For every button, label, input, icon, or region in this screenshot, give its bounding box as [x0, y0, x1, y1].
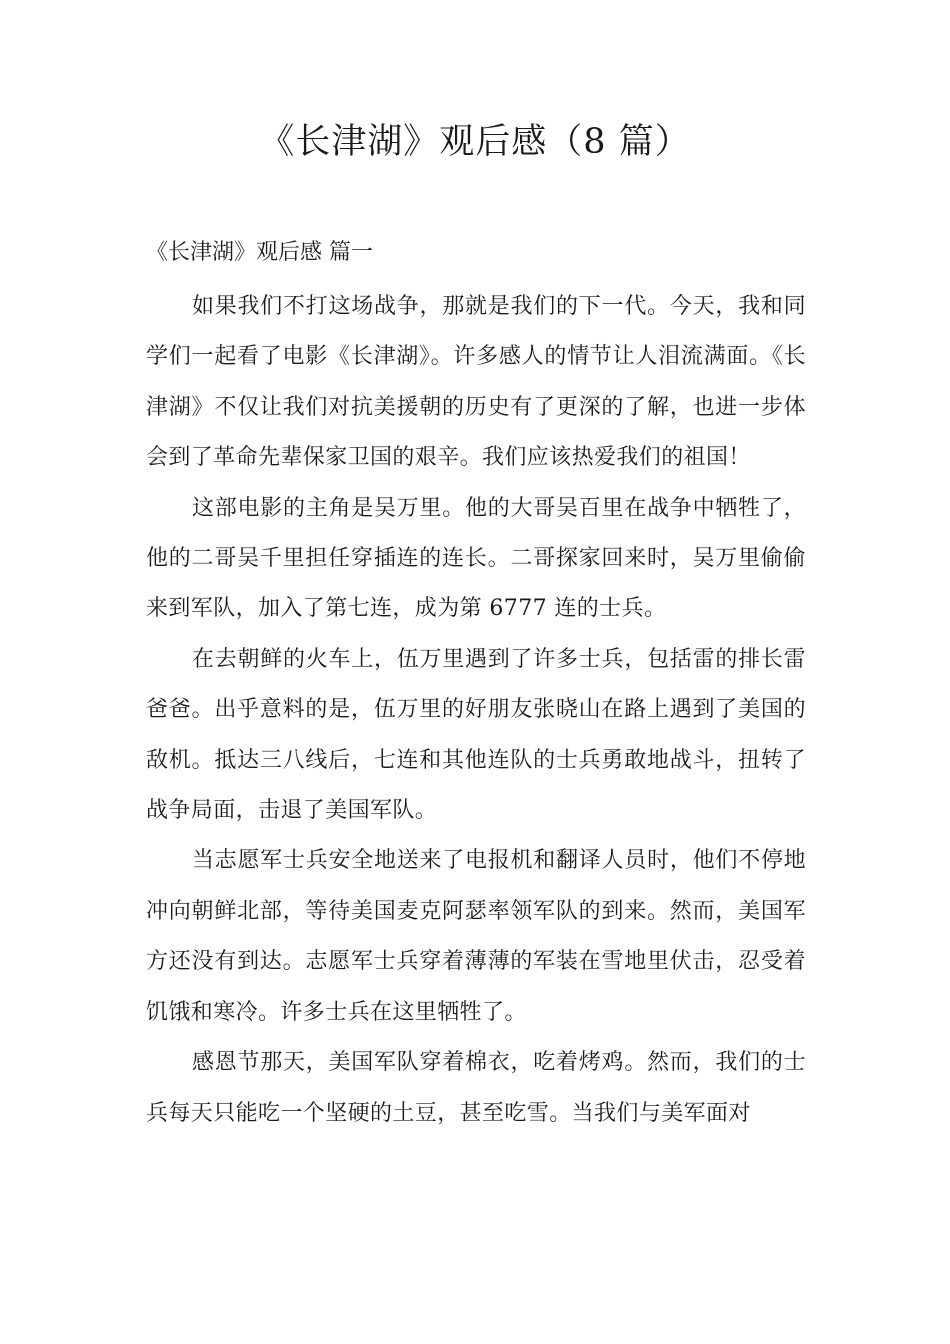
- paragraph: 当志愿军士兵安全地送来了电报机和翻译人员时，他们不停地冲向朝鲜北部，等待美国麦克阿瑟率领军队的到来。然而，美国军方还没有到达。志愿军士兵穿着薄薄的军装在雪地里伏击，忍受着饥饿和寒冷。许多士兵在这里牺牲了。: [146, 848, 806, 1025]
- paragraph: 感恩节那天，美国军队穿着棉衣，吃着烤鸡。然而，我们的士兵每天只能吃一个坚硬的土豆，甚至吃雪。当我们与美军面对: [146, 1050, 806, 1126]
- paragraph: 这部电影的主角是吴万里。他的大哥吴百里在战争中牺牲了，他的二哥吴千里担任穿插连的连长。二哥探家回来时，吴万里偷偷来到军队，加入了第七连，成为第 6777 连的士兵。: [146, 495, 806, 622]
- paragraph: 如果我们不打这场战争，那就是我们的下一代。今天，我和同学们一起看了电影《长津湖》。许多感人的情节让人泪流满面。《长津湖》不仅让我们对抗美援朝的历史有了更深的了解，也进一步体会到了革命先辈保家卫国的艰辛。我们应该热爱我们的祖国！: [146, 294, 806, 471]
- paragraph: 在去朝鲜的火车上，伍万里遇到了许多士兵，包括雷的排长雷爸爸。出乎意料的是，伍万里的好朋友张晓山在路上遇到了美国的敌机。抵达三八线后，七连和其他连队的士兵勇敢地战斗，扭转了战争局面，击退了美国军队。: [146, 646, 806, 824]
- document-title: 《长津湖》观后感（8 篇）: [259, 122, 691, 162]
- section-heading: 《长津湖》观后感 篇一: [146, 240, 373, 265]
- document-body: [146, 232, 806, 1139]
